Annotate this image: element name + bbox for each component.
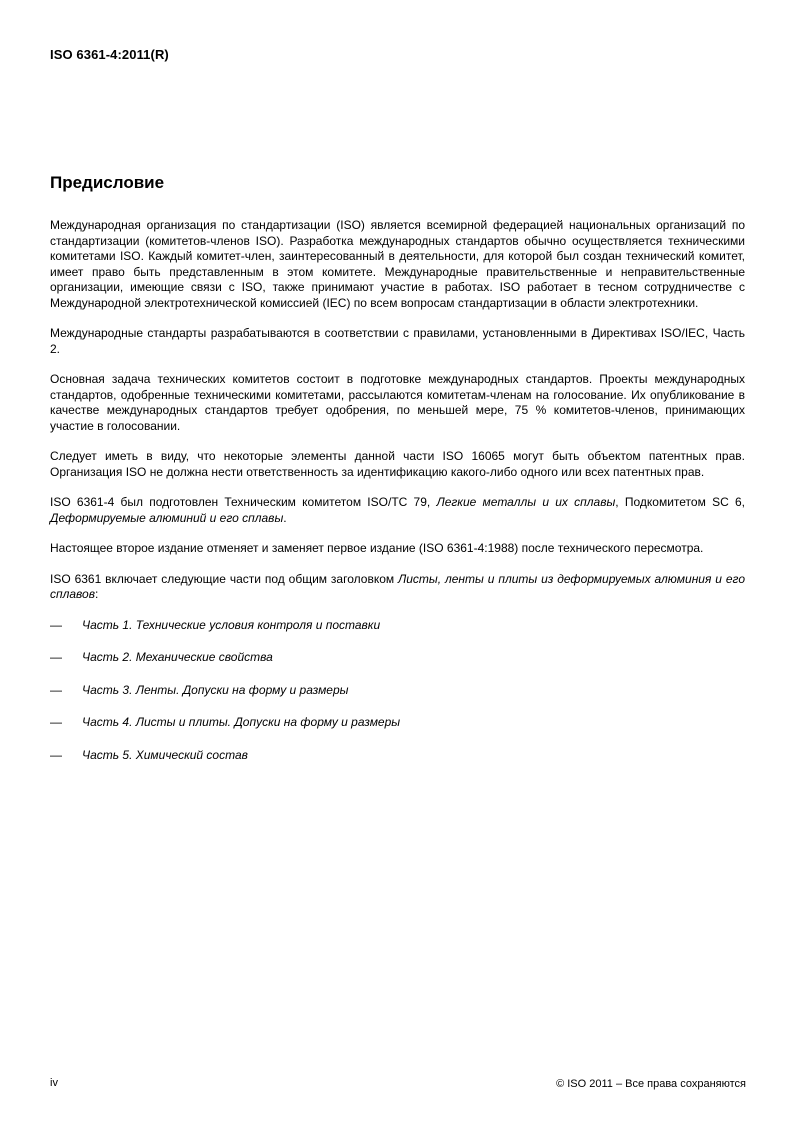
- list-item-dash: —: [50, 650, 62, 664]
- italic-text-segment: Часть 1. Технические условия контроля и поставки: [82, 617, 381, 632]
- paragraph: [50, 326, 745, 357]
- text-segment: Настоящее второе издание отменяет и заменяет первое издание (ISO 6361-4:1988) после технического пересмотра.: [50, 541, 704, 555]
- paragraph: [50, 541, 745, 557]
- copyright-notice: © ISO 2011 – Все права сохраняются: [556, 1078, 746, 1090]
- text-segment: :: [94, 587, 99, 601]
- text-segment: Следует иметь в виду, что некоторые элементы данной части ISO 16065 могут быть объектом патентных прав. Организация ISO не должна нести ответственность за идентификацию какого-либо одного или всех патентных прав.: [50, 449, 745, 479]
- list-item: [50, 748, 745, 764]
- text-segment: Международные стандарты разрабатываются в соответствии с правилами, установленными в Директивах ISO/IEC, Часть 2.: [50, 326, 745, 356]
- list-item: [50, 618, 745, 634]
- list-item-text: [82, 748, 248, 764]
- italic-text-segment: Листы, ленты и плиты из деформируемых алюминия и его сплавов: [50, 571, 745, 601]
- document-reference-header: ISO 6361-4:2011(R): [50, 47, 169, 62]
- paragraph: [50, 218, 745, 311]
- paragraph: [50, 449, 745, 480]
- text-segment: Основная задача технических комитетов состоит в подготовке международных стандартов. Проекты международных стандартов, одобренные техническими комитетами, рассылаются комитетам-членам на голосование. Их опубликование в качестве международных стандартов требует одобрения, по меньшей мере, 75 % комитетов-членов, принимающих участие в голосовании.: [50, 372, 745, 433]
- list-item-text: [82, 650, 273, 666]
- list-item: [50, 650, 745, 666]
- list-item: [50, 683, 745, 699]
- list-item: [50, 715, 745, 731]
- paragraph: [50, 495, 745, 526]
- page-number: iv: [50, 1077, 58, 1089]
- list-item-text: [82, 618, 380, 634]
- list-item-dash: —: [50, 747, 62, 762]
- italic-text-segment: Часть 4. Листы и плиты. Допуски на форму и размеры: [82, 715, 401, 729]
- italic-text-segment: Часть 2. Механические свойства: [82, 650, 273, 664]
- text-segment: ISO 6361 включает следующие части под общим заголовком: [50, 571, 399, 586]
- list-item-dash: —: [50, 682, 62, 697]
- list-item-dash: —: [50, 617, 62, 632]
- paragraph: [50, 372, 745, 434]
- text-segment: , Подкомитетом SC 6,: [615, 495, 745, 509]
- text-segment: Международная организация по стандартизации (ISO) является всемирной федерацией национальных организаций по стандартизации (комитетов-членов ISO). Разработка международных стандартов обычно осуществляется техническими комитетами ISO. Каждый комитет-член, заинтересованный в деятельности, для которой был создан технический комитет, имеет право быть представленным в этом комитете. Международные правительственные и неправительственные организации, имеющие связи с ISO, также принимают участие в работах. ISO работает в тесном сотрудничестве с Международной электротехнической комиссией (IEC) по всем вопросам стандартизации в области электротехники.: [50, 218, 745, 310]
- italic-text-segment: Деформируемые алюминий и его сплавы: [50, 510, 284, 525]
- list-item-text: [82, 715, 400, 731]
- content-area: [50, 173, 745, 780]
- paragraph: [50, 572, 745, 603]
- text-segment: ISO 6361-4 был подготовлен Техническим комитетом ISO/TC 79,: [50, 495, 437, 509]
- italic-text-segment: Часть 3. Ленты. Допуски на форму и размеры: [82, 682, 349, 697]
- text-segment: .: [283, 510, 287, 525]
- italic-text-segment: Часть 5. Химический состав: [82, 747, 248, 762]
- italic-text-segment: Легкие металлы и их сплавы: [436, 495, 616, 509]
- section-title: Предисловие: [50, 173, 165, 192]
- list-item-dash: —: [50, 715, 62, 729]
- paragraphs-container: [50, 218, 745, 763]
- list-item-text: [82, 683, 348, 699]
